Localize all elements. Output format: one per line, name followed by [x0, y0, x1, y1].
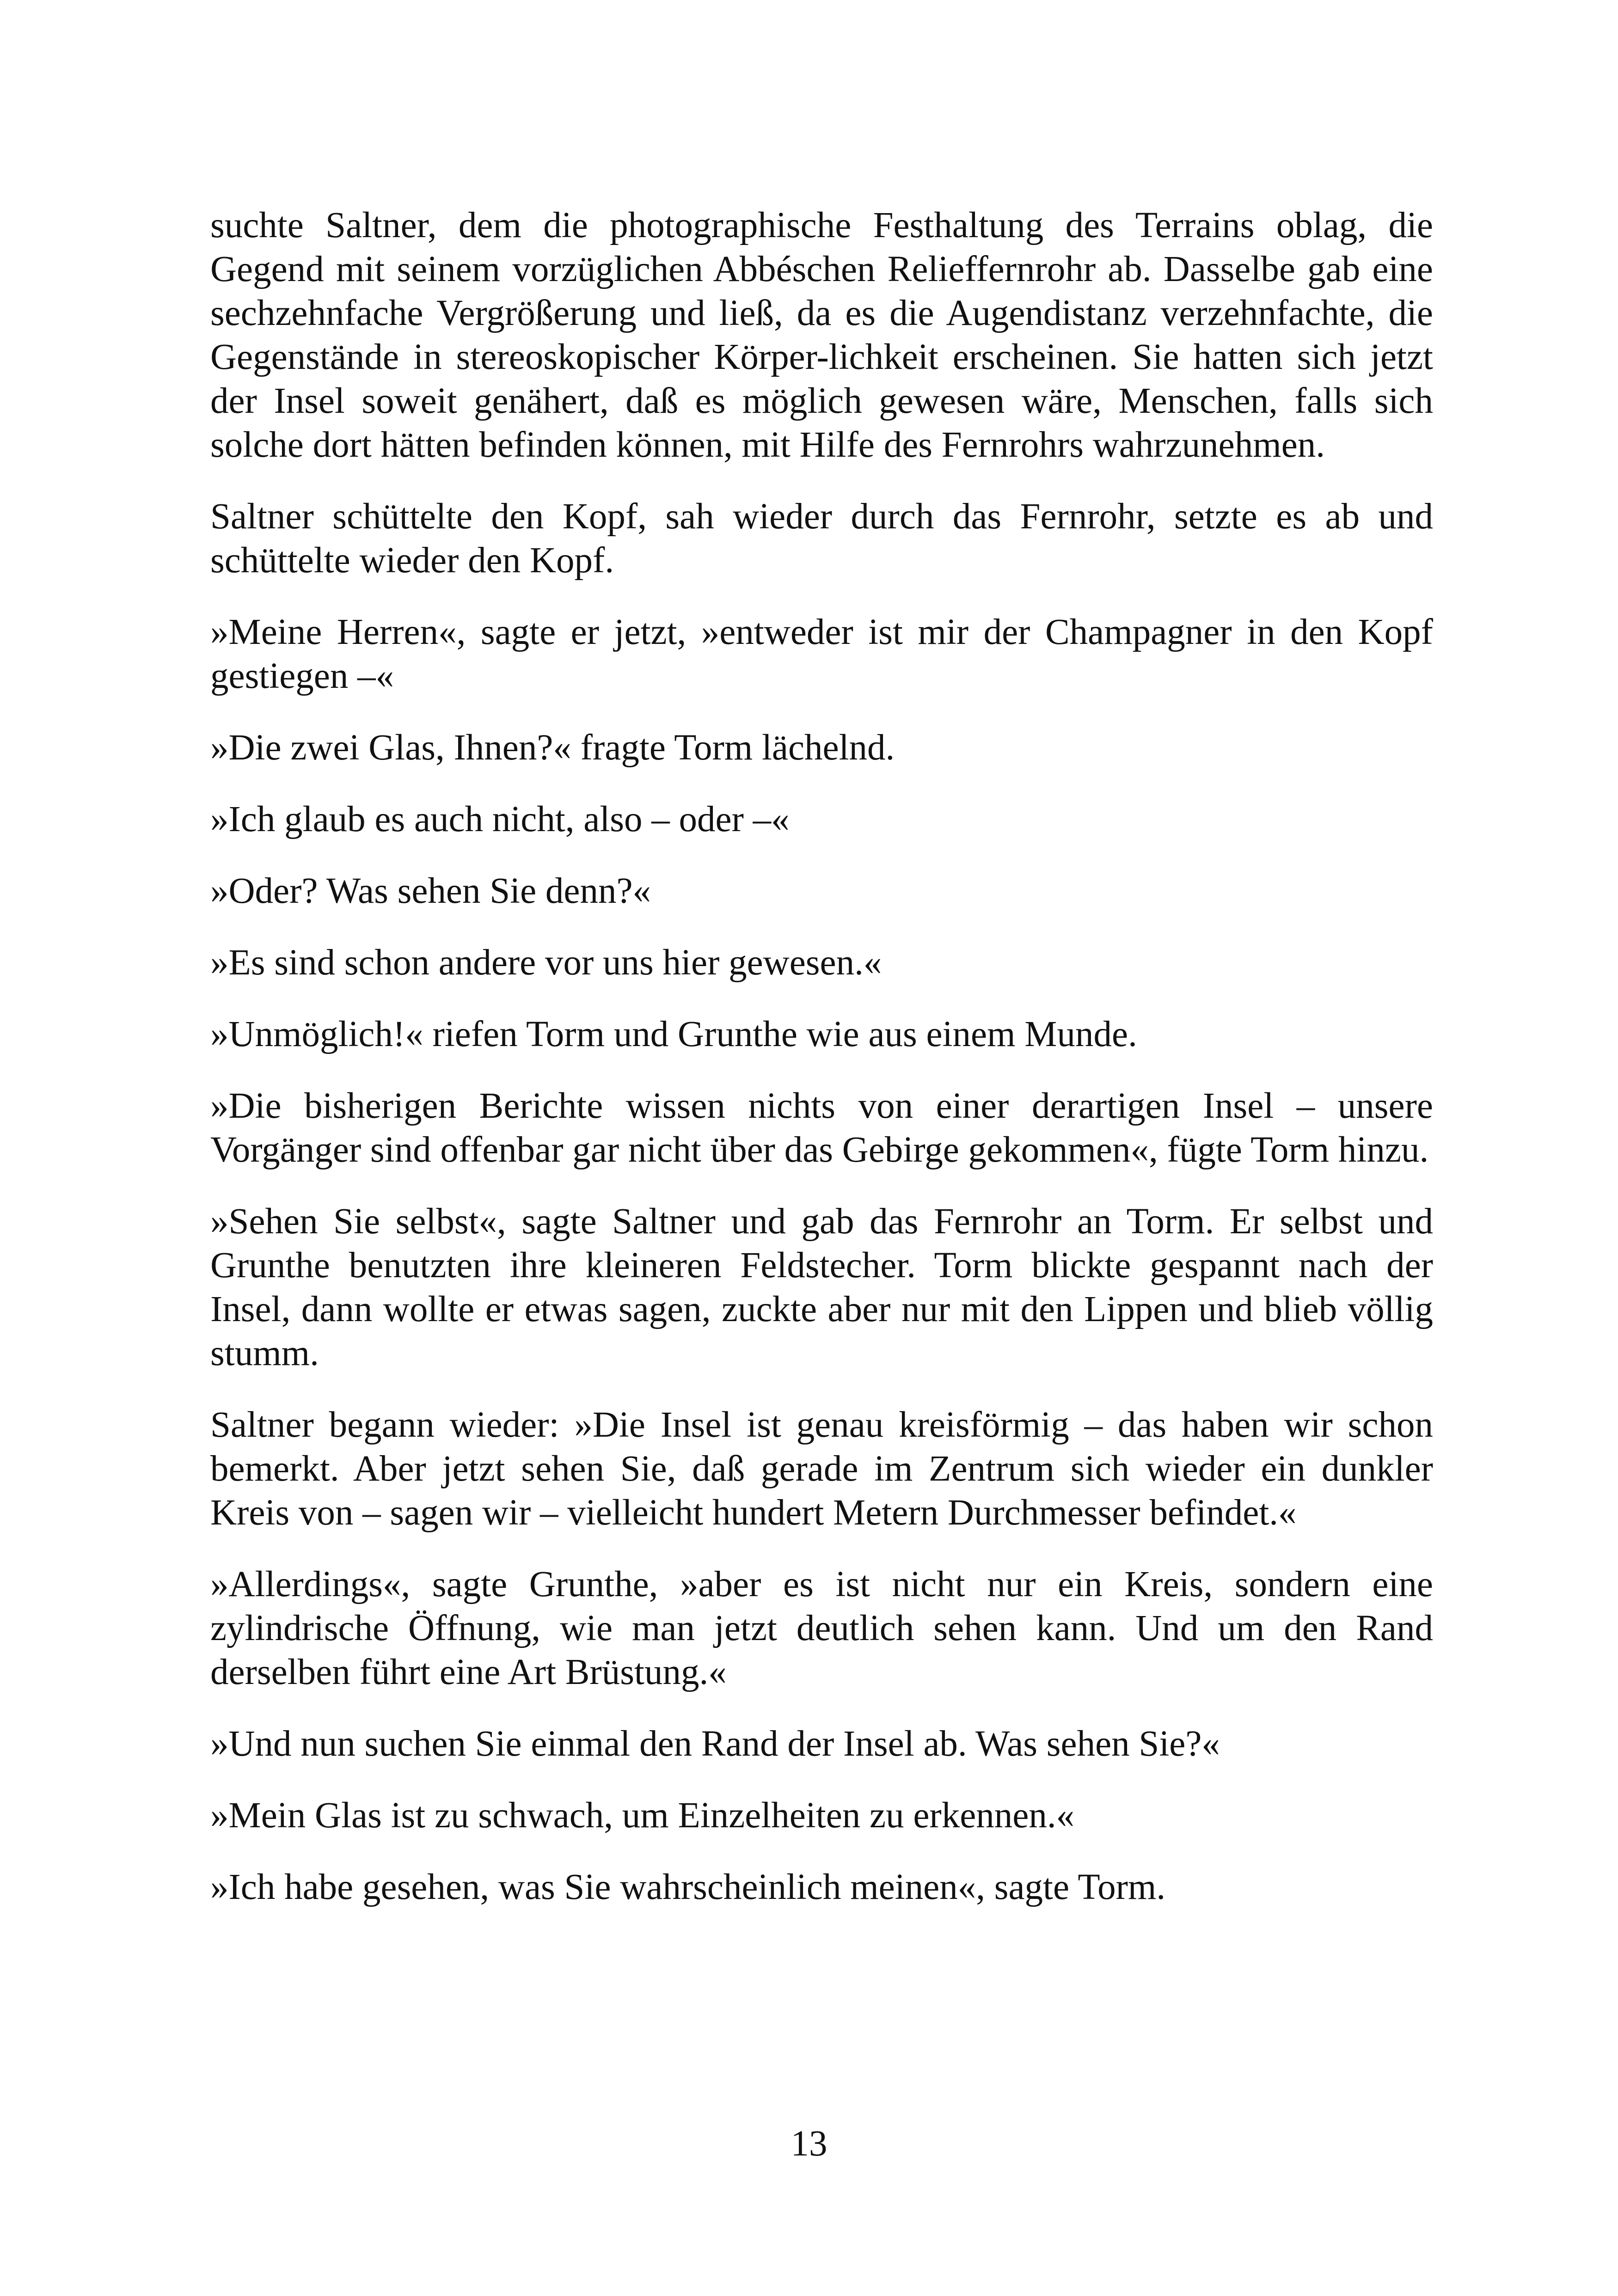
paragraph: »Die zwei Glas, Ihnen?« fragte Torm lächelnd.	[210, 728, 895, 768]
paragraph: »Unmöglich!« riefen Torm und Grunthe wie aus einem Munde.	[210, 1014, 1137, 1054]
paragraph: »Oder? Was sehen Sie denn?«	[210, 871, 651, 911]
body-text	[210, 203, 1433, 1937]
paragraph: »Mein Glas ist zu schwach, um Einzelheiten zu erkennen.«	[210, 1795, 1075, 1836]
paragraph: »Allerdings«, sagte Grunthe, »aber es ist nicht nur ein Kreis, sondern eine zylindrische Öffnung, wie man jetzt deutlich sehen kann. Und um den Rand derselben führt eine Art Brüstung.«	[210, 1564, 1433, 1692]
paragraph: »Meine Herren«, sagte er jetzt, »entweder ist mir der Champagner in den Kopf gestiegen –«	[210, 612, 1433, 696]
paragraph: »Ich habe gesehen, was Sie wahrscheinlich meinen«, sagte Torm.	[210, 1867, 1166, 1907]
page-number: 13	[791, 2124, 827, 2164]
paragraph: »Und nun suchen Sie einmal den Rand der Insel ab. Was sehen Sie?«	[210, 1724, 1220, 1764]
paragraph: »Es sind schon andere vor uns hier gewesen.«	[210, 943, 882, 983]
paragraph: »Die bisherigen Berichte wissen nichts von einer derartigen Insel – unsere Vorgänger sind offenbar gar nicht über das Gebirge gekommen«, fügte Torm hinzu.	[210, 1086, 1433, 1170]
paragraph: Saltner begann wieder: »Die Insel ist genau kreisförmig – das haben wir schon bemerkt. Aber jetzt sehen Sie, daß gerade im Zentrum sich wieder ein dunkler Kreis von – sagen wir – vielleicht hundert Metern Durchmesser befindet.«	[210, 1405, 1433, 1533]
paragraph: suchte Saltner, dem die photographische Festhaltung des Terrains oblag, die Gegend mit seinem vorzüglichen Abbéschen Relieffernrohr ab. Dasselbe gab eine sechzehnfache Vergrößerung und ließ, da es die Augendistanz verzehnfachte, die Gegenstände in stereoskopischer Körper-lichkeit erscheinen. Sie hatten sich jetzt der Insel soweit genähert, daß es möglich gewesen wäre, Menschen, falls sich solche dort hätten befinden können, mit Hilfe des Fernrohrs wahrzunehmen.	[210, 205, 1433, 465]
paragraph: Saltner schüttelte den Kopf, sah wieder durch das Fernrohr, setzte es ab und schüttelte wieder den Kopf.	[210, 496, 1433, 581]
paragraph: »Sehen Sie selbst«, sagte Saltner und gab das Fernrohr an Torm. Er selbst und Grunthe benutzten ihre kleineren Feldstecher. Torm blickte gespannt nach der Insel, dann wollte er etwas sagen, zuckte aber nur mit den Lippen und blieb völlig stumm.	[210, 1201, 1433, 1373]
paragraph: »Ich glaub es auch nicht, also – oder –«	[210, 799, 790, 839]
